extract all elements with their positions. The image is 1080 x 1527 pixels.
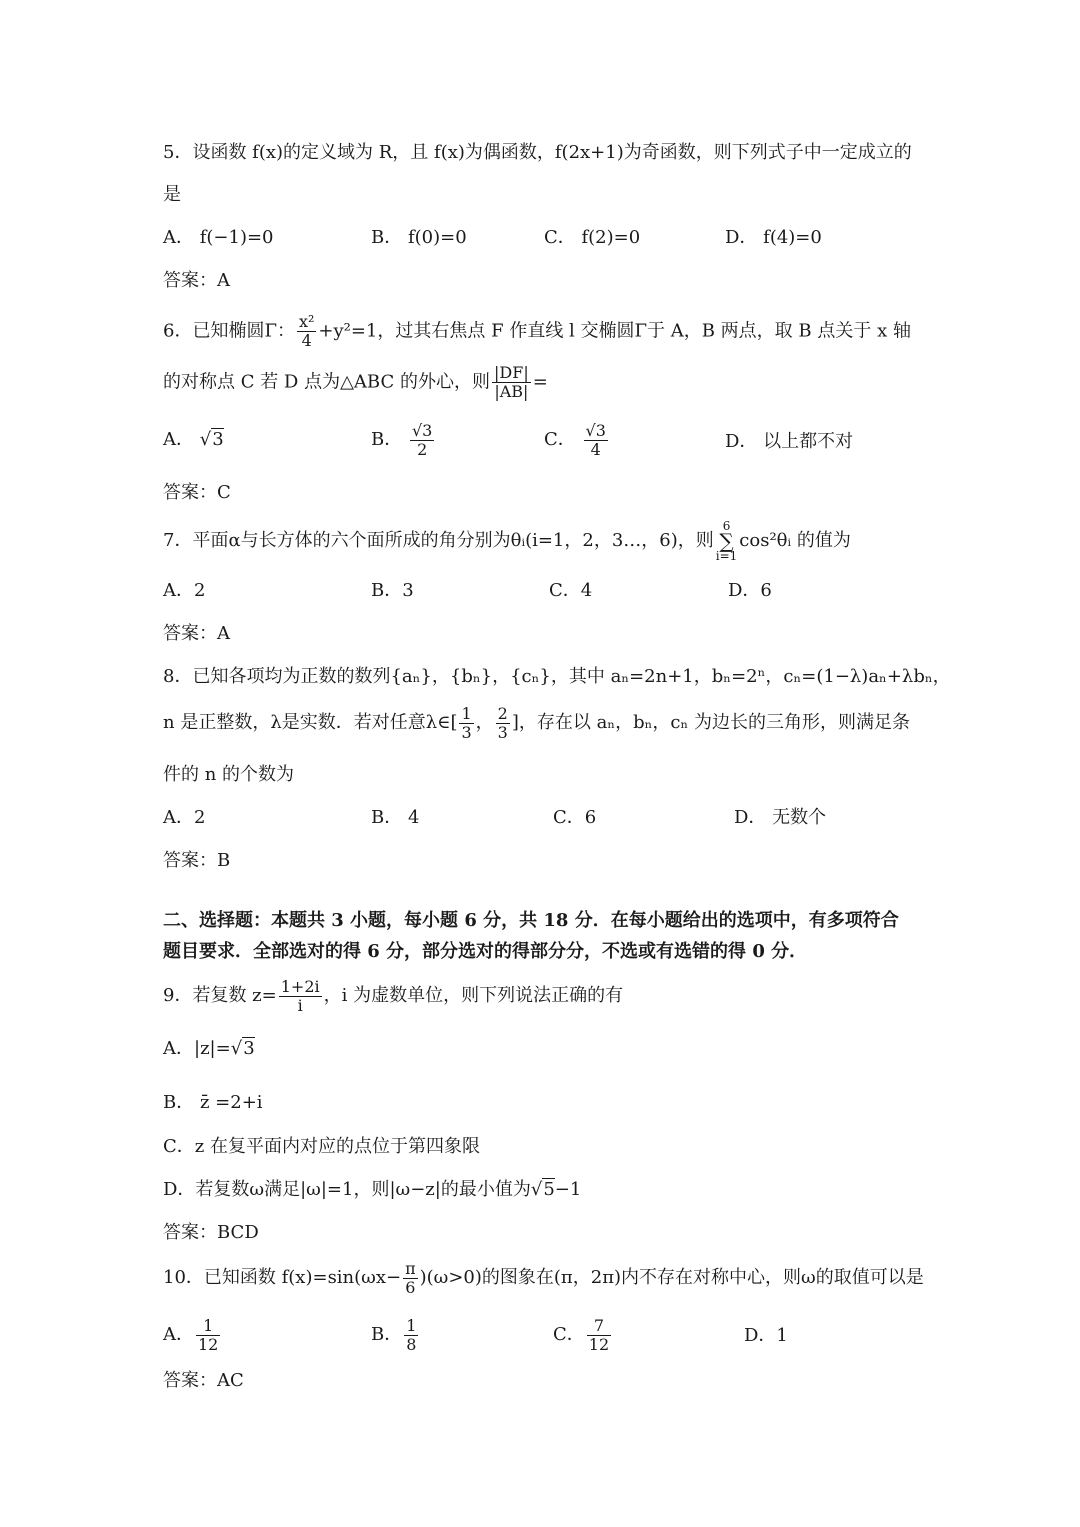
q9-option-a-radicand: 3 — [243, 1038, 255, 1059]
q9-option-d-tail: −1 — [554, 1179, 582, 1200]
q6-option-c — [544, 420, 610, 460]
q10-option-a-fraction — [196, 1317, 220, 1354]
q8-f2-den: 3 — [497, 722, 508, 742]
q8-stem-line1: 8．已知各项均为正数的数列{aₙ}，{bₙ}，{cₙ}，其中 aₙ=2n+1，bₙ=2ⁿ，cₙ=(1−λ)aₙ+λbₙ， — [163, 666, 951, 687]
section2-heading-line1: 二、选择题：本题共 3 小题，每小题 6 分，共 18 分．在每小题给出的选项中，有多项符合 — [163, 910, 899, 931]
q5-answer: 答案：A — [163, 270, 230, 291]
q6-option-c-den: 4 — [590, 439, 601, 459]
q9-option-a-sqrt: √3 — [230, 1038, 255, 1059]
q6-stem-line2 — [163, 364, 548, 401]
q9-option-a — [163, 1038, 255, 1060]
q8-stem-l2a: n 是正整数，λ是实数．若对任意λ∈[ — [163, 712, 458, 733]
q7-stem-a: 7．平面α与长方体的六个面所成的角分别为θᵢ(i=1，2，3…，6)，则 — [163, 530, 714, 551]
q10-option-d: D．1 — [744, 1325, 788, 1346]
q8-f1-num: 1 — [461, 703, 472, 723]
q6-option-b-label: B． — [371, 429, 403, 450]
q8-option-b: B． 4 — [371, 807, 420, 828]
q10-option-b-label: B． — [371, 1324, 403, 1345]
q6-answer: 答案：C — [163, 482, 231, 503]
q8-option-d: D． 无数个 — [734, 807, 827, 828]
q10-fraction-pi-over-6 — [403, 1260, 418, 1297]
q7-summation — [716, 520, 738, 562]
q6-stem-b: +y²=1，过其右焦点 F 作直线 l 交椭圆Γ于 A，B 两点，取 B 点关于 x 轴 — [318, 320, 911, 342]
q8-option-c: C．6 — [553, 807, 597, 828]
q10-option-b-fraction — [404, 1317, 418, 1354]
q9-option-a-text: A．|z|= — [163, 1038, 231, 1059]
q10-option-b — [371, 1315, 420, 1355]
q9-answer: 答案：BCD — [163, 1222, 259, 1243]
q9-option-d-sqrt: √5 — [530, 1179, 555, 1200]
q7-option-a: A．2 — [163, 580, 206, 601]
q5-option-b: B． f(0)=0 — [371, 227, 467, 248]
q6-frac2-den: |AB| — [494, 382, 529, 401]
q6-frac1-num: x² — [298, 312, 315, 331]
q10-option-c — [553, 1315, 613, 1355]
q6-option-a-radicand: 3 — [212, 429, 224, 450]
q8-stem-l2b: ]，存在以 aₙ，bₙ，cₙ 为边长的三角形，则满足条 — [511, 712, 911, 733]
q5-stem-line1: 5．设函数 f(x)的定义域为 R，且 f(x)为偶函数，f(2x+1)为奇函数，则下列式子中一定成立的 — [163, 142, 912, 163]
q7-option-c: C．4 — [549, 580, 593, 601]
q6-option-b-radicand: 3 — [422, 420, 433, 440]
q9-option-d-radicand: 5 — [543, 1179, 555, 1200]
q8-option-a: A．2 — [163, 807, 206, 828]
q6-option-c-num: √3 — [585, 420, 606, 440]
q7-stem-b: cos²θᵢ 的值为 — [739, 530, 851, 551]
q8-stem-line2 — [163, 703, 910, 743]
q5-stem-line2: 是 — [163, 184, 181, 205]
q6-fraction-x2-over-4 — [297, 313, 316, 350]
q10-f-den: 6 — [405, 1277, 416, 1297]
q6-option-b-fraction — [410, 422, 434, 459]
q5-option-d: D． f(4)=0 — [725, 227, 822, 248]
q5-option-c: C． f(2)=0 — [544, 227, 641, 248]
q6-option-d: D． 以上都不对 — [725, 431, 854, 452]
q9-option-b: B． z̄ =2+i — [163, 1092, 263, 1113]
q10-option-b-den: 8 — [406, 1334, 417, 1354]
q10-answer: 答案：AC — [163, 1370, 244, 1391]
q10-stem-b: )(ω>0)的图象在(π，2π)内不存在对称中心，则ω的取值可以是 — [419, 1267, 924, 1288]
q8-fraction-two-thirds — [496, 705, 510, 742]
q9-option-c: C．z 在复平面内对应的点位于第四象限 — [163, 1136, 480, 1157]
q10-option-c-den: 12 — [588, 1334, 610, 1354]
q10-option-b-num: 1 — [406, 1315, 417, 1335]
q10-option-c-label: C． — [553, 1324, 585, 1345]
q10-option-a-den: 12 — [198, 1334, 219, 1354]
q6-option-c-label: C． — [544, 429, 576, 450]
q9-option-d — [163, 1179, 581, 1201]
q6-option-c-fraction — [584, 422, 608, 459]
q6-option-b-num: √3 — [411, 420, 433, 440]
q10-option-a-num: 1 — [196, 1317, 220, 1336]
q6-option-a-sqrt: √3 — [199, 429, 224, 450]
q7-answer: 答案：A — [163, 623, 230, 644]
q6-option-b — [371, 420, 436, 460]
q9-fraction — [279, 978, 322, 1015]
q6-stem-line1 — [163, 313, 911, 350]
q7-stem — [163, 520, 851, 562]
q8-fraction-one-third — [459, 705, 473, 742]
sigma-icon: ∑ — [719, 529, 734, 553]
q7-sum-top: 6 — [722, 519, 731, 533]
q8-f2-num: 2 — [497, 703, 508, 723]
q6-frac1-den: 4 — [301, 331, 312, 350]
q7-sum-bottom: i=1 — [715, 549, 738, 563]
q9-stem-a: 9．若复数 z= — [163, 985, 277, 1006]
q6-option-b-den: 2 — [417, 439, 428, 459]
q10-option-c-num: 7 — [587, 1317, 611, 1336]
q8-f1-den: 3 — [461, 722, 472, 742]
q9-f-den: i — [297, 995, 303, 1015]
q6-option-a-label: A． — [163, 429, 194, 450]
q6-fraction-df-over-ab — [492, 364, 531, 401]
q8-separator: ， — [475, 712, 494, 733]
q10-stem — [163, 1258, 924, 1298]
q7-option-d: D．6 — [728, 580, 772, 601]
q8-stem-line3: 件的 n 的个数为 — [163, 764, 295, 785]
q6-stem-line2-text: 的对称点 C 若 D 点为△ABC 的外心，则 — [163, 371, 490, 393]
q9-stem-b: ，i 为虚数单位，则下列说法正确的有 — [323, 985, 624, 1006]
q10-option-c-fraction — [587, 1317, 611, 1354]
q10-stem-a: 10．已知函数 f(x)=sin(ωx− — [163, 1267, 402, 1288]
q9-f-num: 1+2i — [280, 976, 320, 996]
q6-frac2-num: |DF| — [494, 363, 529, 382]
q7-option-b: B．3 — [371, 580, 414, 601]
section2-heading-line2: 题目要求．全部选对的得 6 分，部分选对的得部分分，不选或有选错的得 0 分． — [163, 941, 808, 962]
q6-option-a — [163, 429, 224, 451]
q6-stem-a: 6．已知椭圆Γ： — [163, 320, 295, 342]
q10-f-num: π — [405, 1258, 416, 1278]
q9-option-d-text: D．若复数ω满足|ω|=1，则|ω−z|的最小值为 — [163, 1179, 531, 1200]
q8-answer: 答案：B — [163, 850, 231, 871]
q6-stem-c: = — [532, 371, 548, 393]
q10-option-a — [163, 1315, 222, 1355]
q9-stem — [163, 976, 623, 1016]
q10-option-a-label: A． — [163, 1324, 194, 1345]
q6-option-c-radicand: 3 — [595, 420, 606, 440]
q5-option-a: A． f(−1)=0 — [163, 227, 274, 248]
